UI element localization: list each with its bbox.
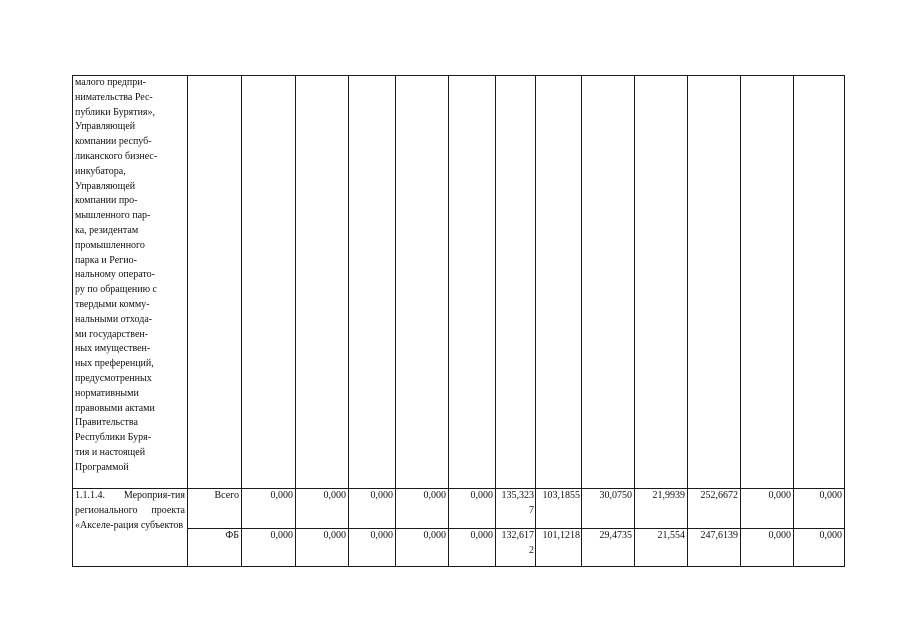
table-row-total bbox=[73, 489, 845, 529]
value-cell: 21,9939 bbox=[635, 489, 688, 529]
value-cell: 0,000 bbox=[794, 489, 845, 529]
value-cell: 252,6672 bbox=[688, 489, 741, 529]
value-cell: 132,6172 bbox=[496, 529, 536, 567]
table-row-fb bbox=[73, 529, 845, 567]
funding-source-label: Всего bbox=[188, 489, 242, 529]
empty-cell bbox=[496, 76, 536, 489]
continued-description-line: компании про- bbox=[75, 195, 138, 207]
continued-description-line: Республики Буря- bbox=[75, 432, 152, 444]
continued-description-line: ных преференций, bbox=[75, 358, 154, 370]
continued-description-line: ликанского бизнес- bbox=[75, 150, 158, 162]
empty-cell bbox=[741, 76, 794, 489]
value-cell: 0,000 bbox=[349, 489, 396, 529]
value-cell: 0,000 bbox=[449, 529, 496, 567]
continued-description-line: Правительства bbox=[75, 417, 138, 429]
value-cell: 0,000 bbox=[242, 489, 296, 529]
continued-row bbox=[73, 76, 845, 489]
continued-description-cell bbox=[73, 76, 188, 489]
continued-description-line: Управляющей bbox=[75, 180, 136, 192]
value-cell: 247,6139 bbox=[688, 529, 741, 567]
budget-table bbox=[72, 75, 845, 567]
continued-description-line: предусмотренных bbox=[75, 372, 152, 384]
value-cell: 0,000 bbox=[396, 529, 449, 567]
empty-cell bbox=[296, 76, 349, 489]
continued-description-line: мышленного пар- bbox=[75, 210, 151, 222]
value-cell: 0,000 bbox=[242, 529, 296, 567]
value-cell: 135,3237 bbox=[496, 489, 536, 529]
empty-cell bbox=[794, 76, 845, 489]
continued-description-line: нальными отхода- bbox=[75, 313, 153, 325]
continued-description-line: ка, резидентам bbox=[75, 224, 139, 236]
continued-description-line: Программой bbox=[75, 461, 129, 473]
measure-description-cell: 1.1.1.4. Мероприя-тия регионального проекта «Акселе-рация субъектов bbox=[73, 489, 188, 567]
value-cell: 30,0750 bbox=[582, 489, 635, 529]
empty-cell bbox=[688, 76, 741, 489]
value-cell: 0,000 bbox=[794, 529, 845, 567]
continued-description-text bbox=[75, 76, 185, 476]
empty-cell bbox=[449, 76, 496, 489]
value-cell: 0,000 bbox=[741, 529, 794, 567]
value-cell: 103,1855 bbox=[536, 489, 582, 529]
continued-description-line: нальному операто- bbox=[75, 269, 155, 281]
continued-description-line: инкубатора, bbox=[75, 165, 126, 177]
continued-description-line: тия и настоящей bbox=[75, 446, 146, 458]
empty-cell bbox=[582, 76, 635, 489]
continued-description-line: парка и Регио- bbox=[75, 254, 137, 266]
continued-description-line: ми государствен- bbox=[75, 328, 149, 340]
value-cell: 0,000 bbox=[296, 489, 349, 529]
funding-source-label: ФБ bbox=[188, 529, 242, 567]
continued-description-line: малого предпри- bbox=[75, 77, 146, 88]
empty-cell bbox=[242, 76, 296, 489]
value-cell: 0,000 bbox=[296, 529, 349, 567]
value-cell: 0,000 bbox=[449, 489, 496, 529]
continued-description-line: ных имуществен- bbox=[75, 343, 151, 355]
continued-description-line: нимательства Рес- bbox=[75, 91, 153, 103]
continued-description-line: Управляющей bbox=[75, 121, 136, 133]
continued-description-line: правовыми актами bbox=[75, 402, 155, 414]
continued-description-line: компании респуб- bbox=[75, 136, 152, 148]
value-cell: 21,554 bbox=[635, 529, 688, 567]
continued-description-line: промышленного bbox=[75, 239, 145, 251]
empty-cell bbox=[635, 76, 688, 489]
empty-cell bbox=[349, 76, 396, 489]
value-cell: 101,1218 bbox=[536, 529, 582, 567]
empty-cell bbox=[536, 76, 582, 489]
empty-cell bbox=[396, 76, 449, 489]
value-cell: 29,4735 bbox=[582, 529, 635, 567]
empty-cell bbox=[188, 76, 242, 489]
continued-description-line: ру по обращению с bbox=[75, 284, 157, 296]
value-cell: 0,000 bbox=[396, 489, 449, 529]
continued-description-line: публики Бурятия», bbox=[75, 106, 156, 118]
value-cell: 0,000 bbox=[349, 529, 396, 567]
continued-description-line: нормативными bbox=[75, 387, 139, 399]
continued-description-line: твердыми комму- bbox=[75, 298, 150, 310]
value-cell: 0,000 bbox=[741, 489, 794, 529]
